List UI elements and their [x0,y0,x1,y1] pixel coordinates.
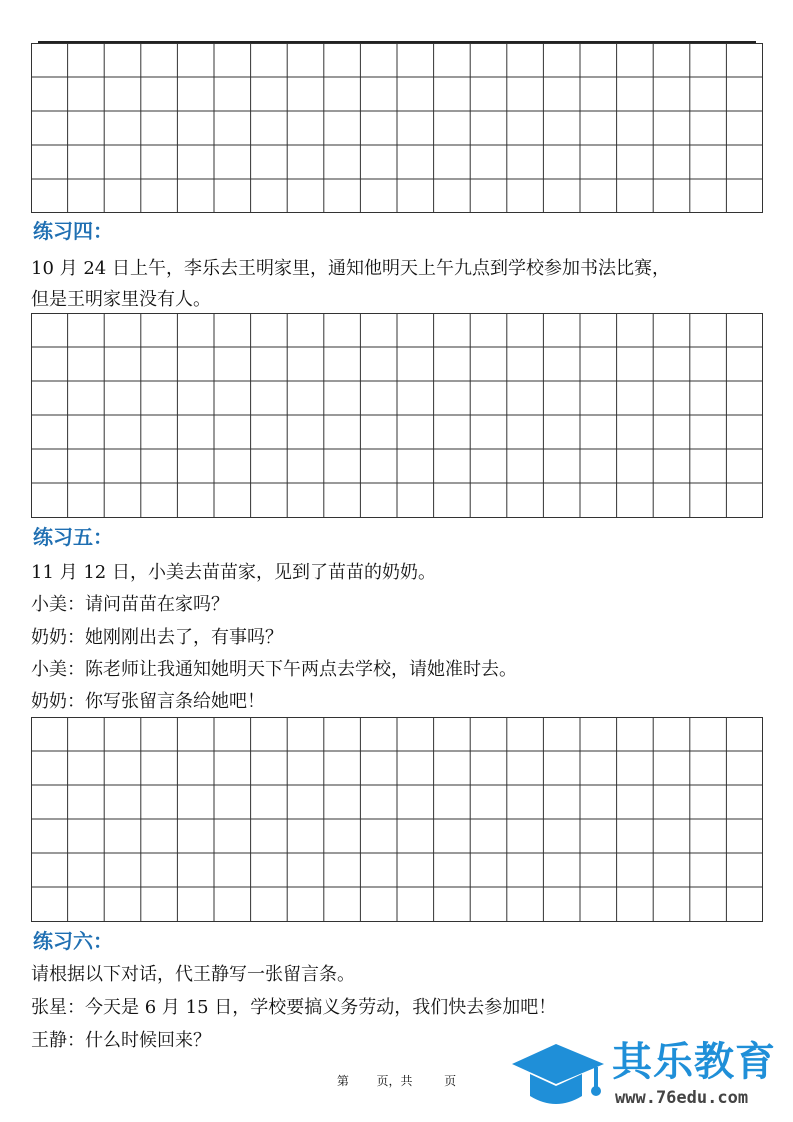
graduation-cap-icon [508,1036,608,1116]
exercise-6-line-1: 请根据以下对话，代王静写一张留言条。 [31,964,355,985]
writing-grid-2[interactable] [31,313,763,518]
exercise-5-heading: 练习五： [33,525,113,549]
footer-page-prefix: 第 [336,1074,349,1088]
writing-grid-1[interactable] [31,43,763,213]
exercise-5-line-3: 奶奶：她刚刚出去了，有事吗？ [31,627,283,648]
brand-url: www.76edu.com [615,1088,749,1108]
exercise-4-heading: 练习四： [33,219,113,243]
exercise-4-line-1: 10 月 24 日上午，李乐去王明家里，通知他明天上午九点到学校参加书法比赛， [31,258,670,279]
exercise-6-line-2: 张星：今天是 6 月 15 日，学校要搞义务劳动，我们快去参加吧！ [31,997,557,1018]
exercise-6-heading: 练习六： [33,929,113,953]
brand-name: 其乐教育 [612,1039,776,1085]
footer-page-middle: 页，共 [376,1074,413,1088]
footer-page-suffix: 页 [444,1074,457,1088]
exercise-6-line-3: 王静：什么时候回来？ [31,1030,211,1051]
writing-grid-3[interactable] [31,717,763,922]
exercise-5-line-4: 小美：陈老师让我通知她明天下午两点去学校，请她准时去。 [31,659,517,680]
exercise-5-line-2: 小美：请问苗苗在家吗？ [31,594,229,615]
exercise-5-line-1: 11 月 12 日，小美去苗苗家，见到了苗苗的奶奶。 [31,562,436,583]
exercise-4-line-2: 但是王明家里没有人。 [31,289,211,310]
exercise-5-line-5: 奶奶：你写张留言条给她吧！ [31,691,265,712]
brand-logo [508,1036,788,1116]
